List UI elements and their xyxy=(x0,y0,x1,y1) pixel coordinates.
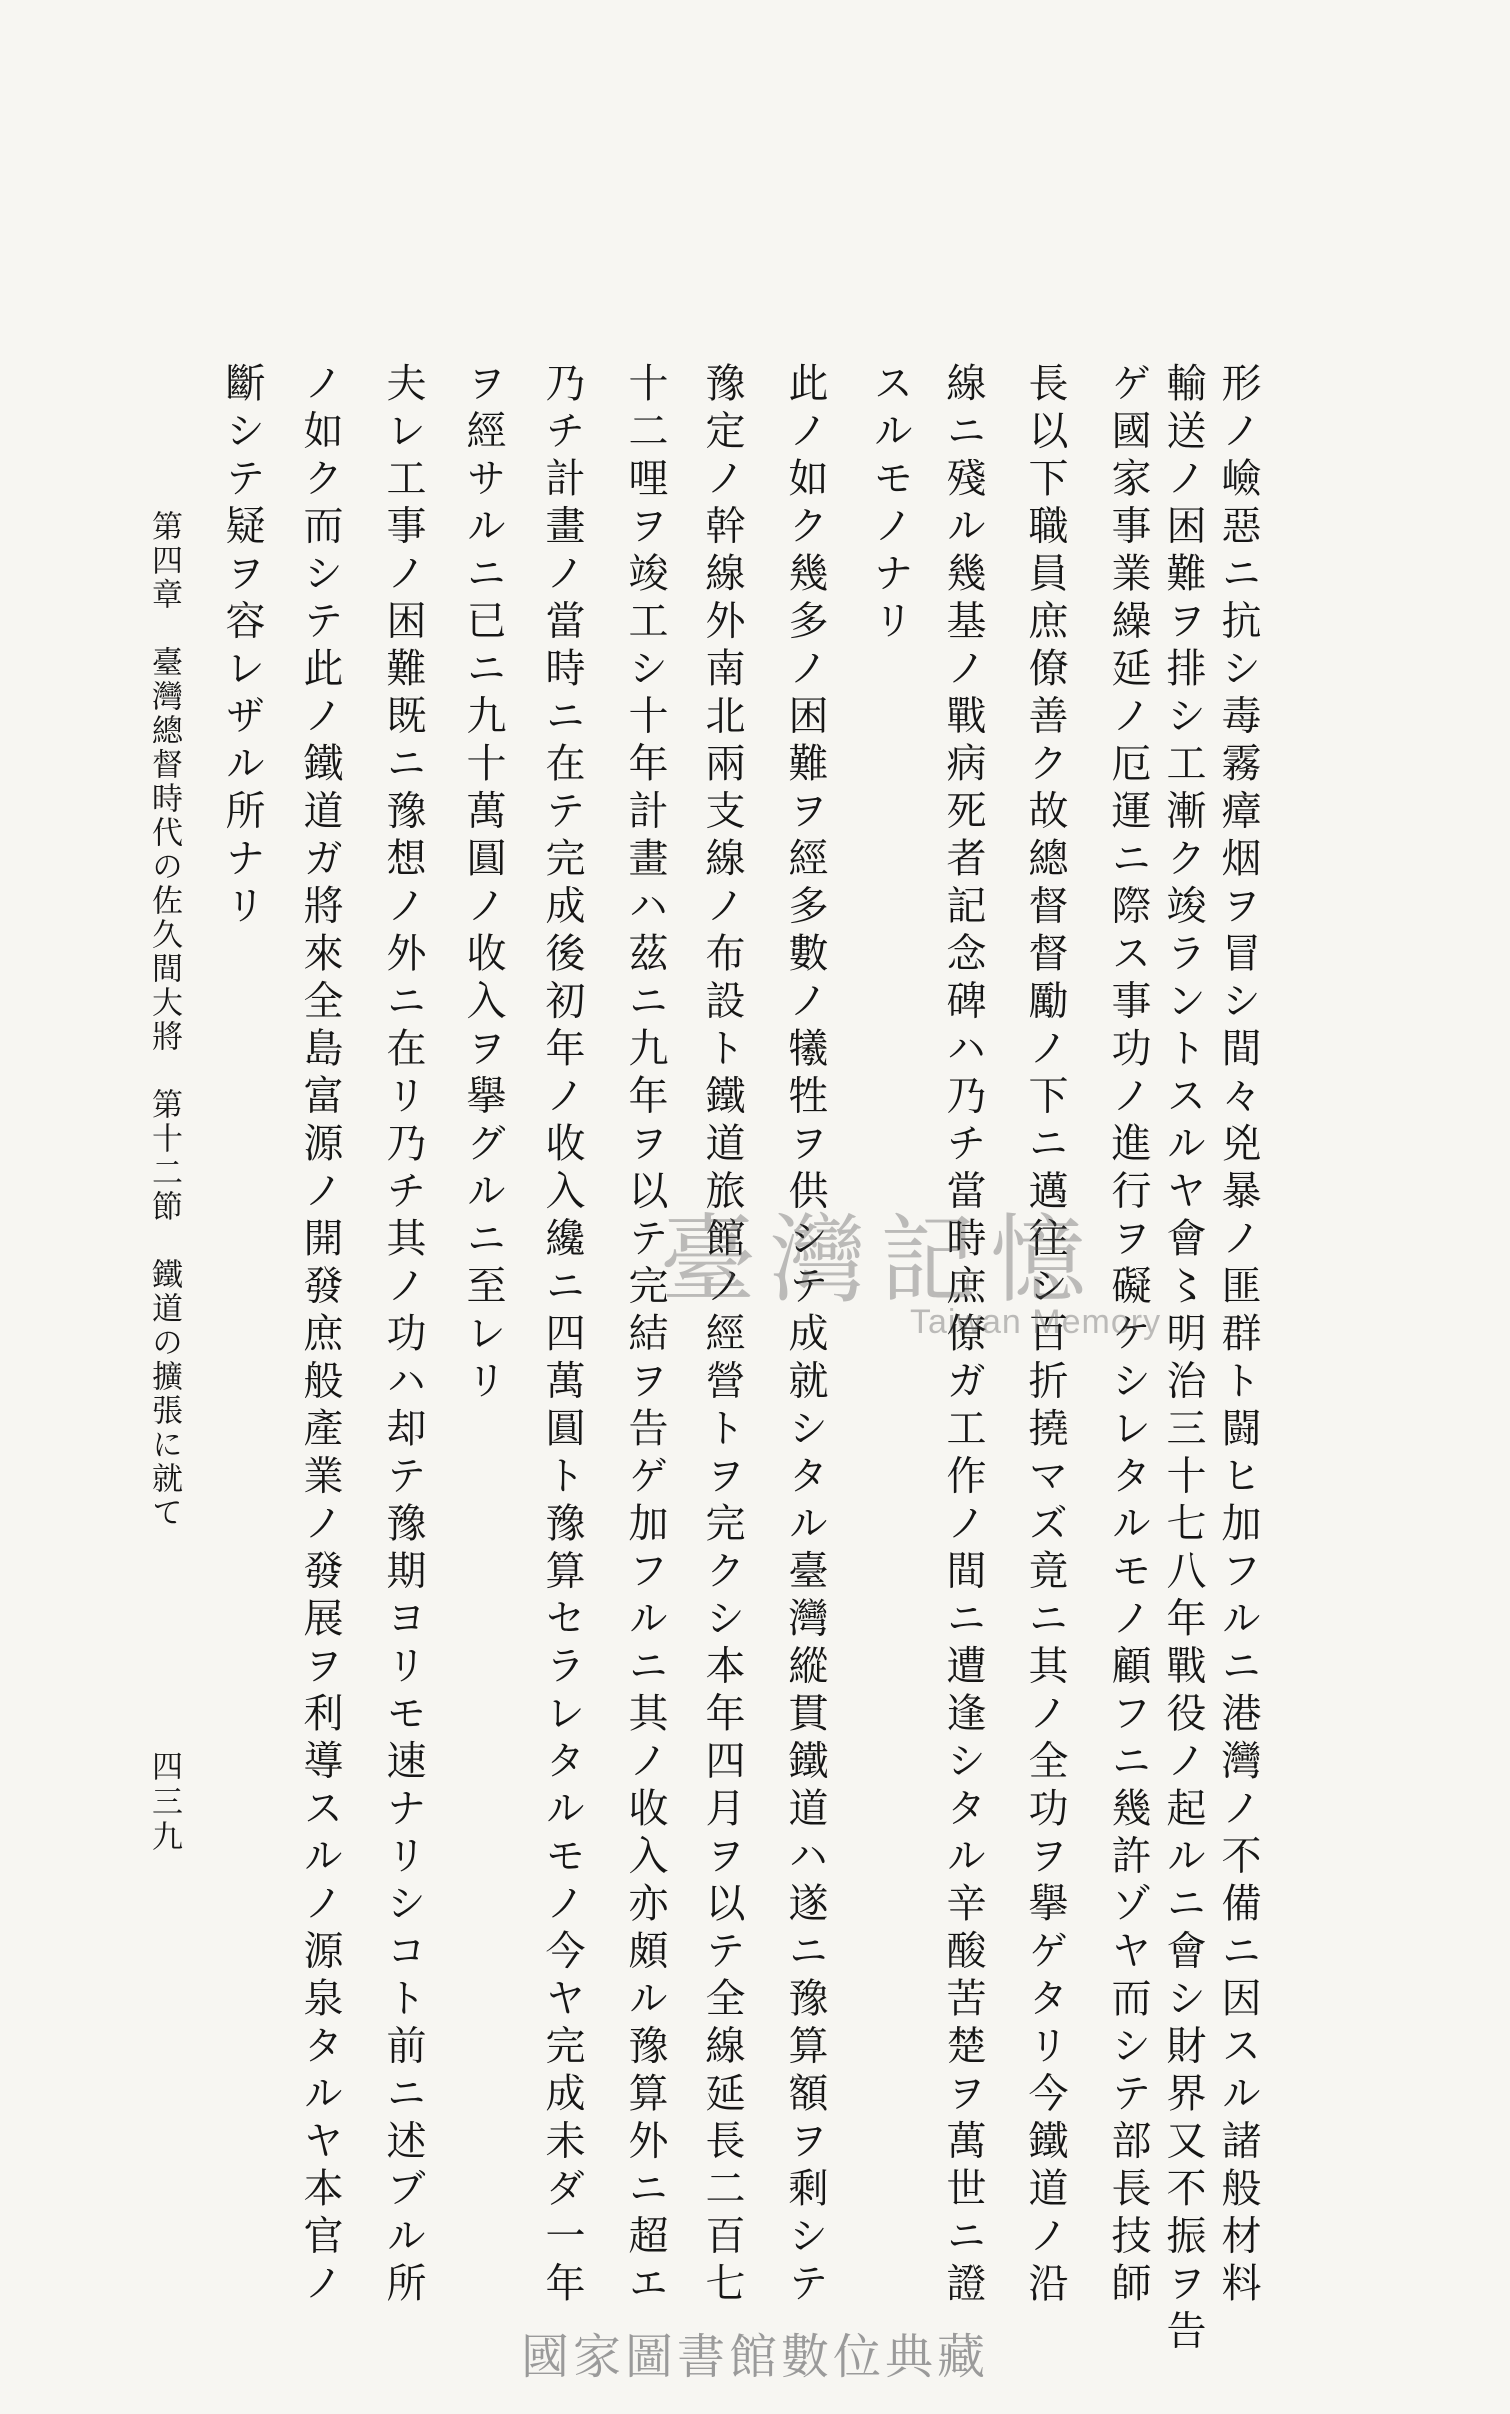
running-header: 第四章 臺灣總督時代の佐久間大將 第十二節 鐵道の擴張に就て xyxy=(146,510,182,1530)
text-column-5: 線ニ殘ル幾基ノ戰病死者記念碑ハ乃チ當時庶僚ガ工作ノ間ニ遭逢シタル辛酸苦楚ヲ萬世ニ證 xyxy=(940,362,986,2310)
text-column-14: 斷シテ疑ヲ容レザル所ナリ xyxy=(219,362,265,932)
text-column-1: 形ノ嶮惡ニ抗シ毒霧瘴烟ヲ冒シ間々兇暴ノ匪群ト闘ヒ加フルニ港灣ノ不備ニ因スル諸般材料 xyxy=(1215,362,1261,2310)
watermark-title: 臺灣記憶 xyxy=(660,1204,1100,1316)
text-column-8: 豫定ノ幹線外南北兩支線ノ布設ト鐵道旅館ノ經營トヲ完クシ本年四月ヲ以テ全線延長二百七 xyxy=(699,362,745,2310)
watermark-subtitle: Taiwan Memory xyxy=(910,1303,1162,1341)
page-number: 四三九 xyxy=(146,1750,182,1855)
text-column-6: スルモノナリ xyxy=(867,362,913,647)
text-column-12: 夫レ工事ノ困難既ニ豫想ノ外ニ在リ乃チ其ノ功ハ却テ豫期ヨリモ速ナリシコト前ニ述ブル所 xyxy=(380,362,426,2310)
text-column-2: 輸送ノ困難ヲ排シ工漸ク竣ラントスルヤ會〻明治三十七八年戰役ノ起ルニ會シ財界又不振ヲ告 xyxy=(1160,362,1206,2357)
text-column-4: 長以下職員庶僚善ク故總督督勵ノ下ニ邁往シ百折撓マズ竟ニ其ノ全功ヲ擧ゲタリ今鐵道ノ沿 xyxy=(1022,362,1068,2310)
text-column-7: 此ノ如ク幾多ノ困難ヲ經多數ノ犧牲ヲ供シテ成就シタル臺灣縱貫鐵道ハ遂ニ豫算額ヲ剩シテ xyxy=(782,362,828,2310)
text-column-10: 乃チ計畫ノ當時ニ在テ完成後初年ノ收入纔ニ四萬圓ト豫算セラレタルモノ今ヤ完成未ダ一年 xyxy=(539,362,585,2310)
text-column-9: 十二哩ヲ竣工シ十年計畫ハ茲ニ九年ヲ以テ完結ヲ告ゲ加フルニ其ノ收入亦頗ル豫算外ニ超エ xyxy=(622,362,668,2310)
text-column-3: ゲ國家事業繰延ノ厄運ニ際ス事功ノ進行ヲ礙ケシレタルモノ顧フニ幾許ゾヤ而シテ部長技師 xyxy=(1105,362,1151,2310)
footer-collection-credit: 國家圖書館數位典藏 xyxy=(520,2329,989,2385)
text-column-11: ヲ經サルニ已ニ九十萬圓ノ收入ヲ擧グルニ至レリ xyxy=(460,362,506,1407)
text-column-13: ノ如ク而シテ此ノ鐵道ガ將來全島富源ノ開發庶般產業ノ發展ヲ利導スルノ源泉タルヤ本官ノ xyxy=(297,362,343,2310)
